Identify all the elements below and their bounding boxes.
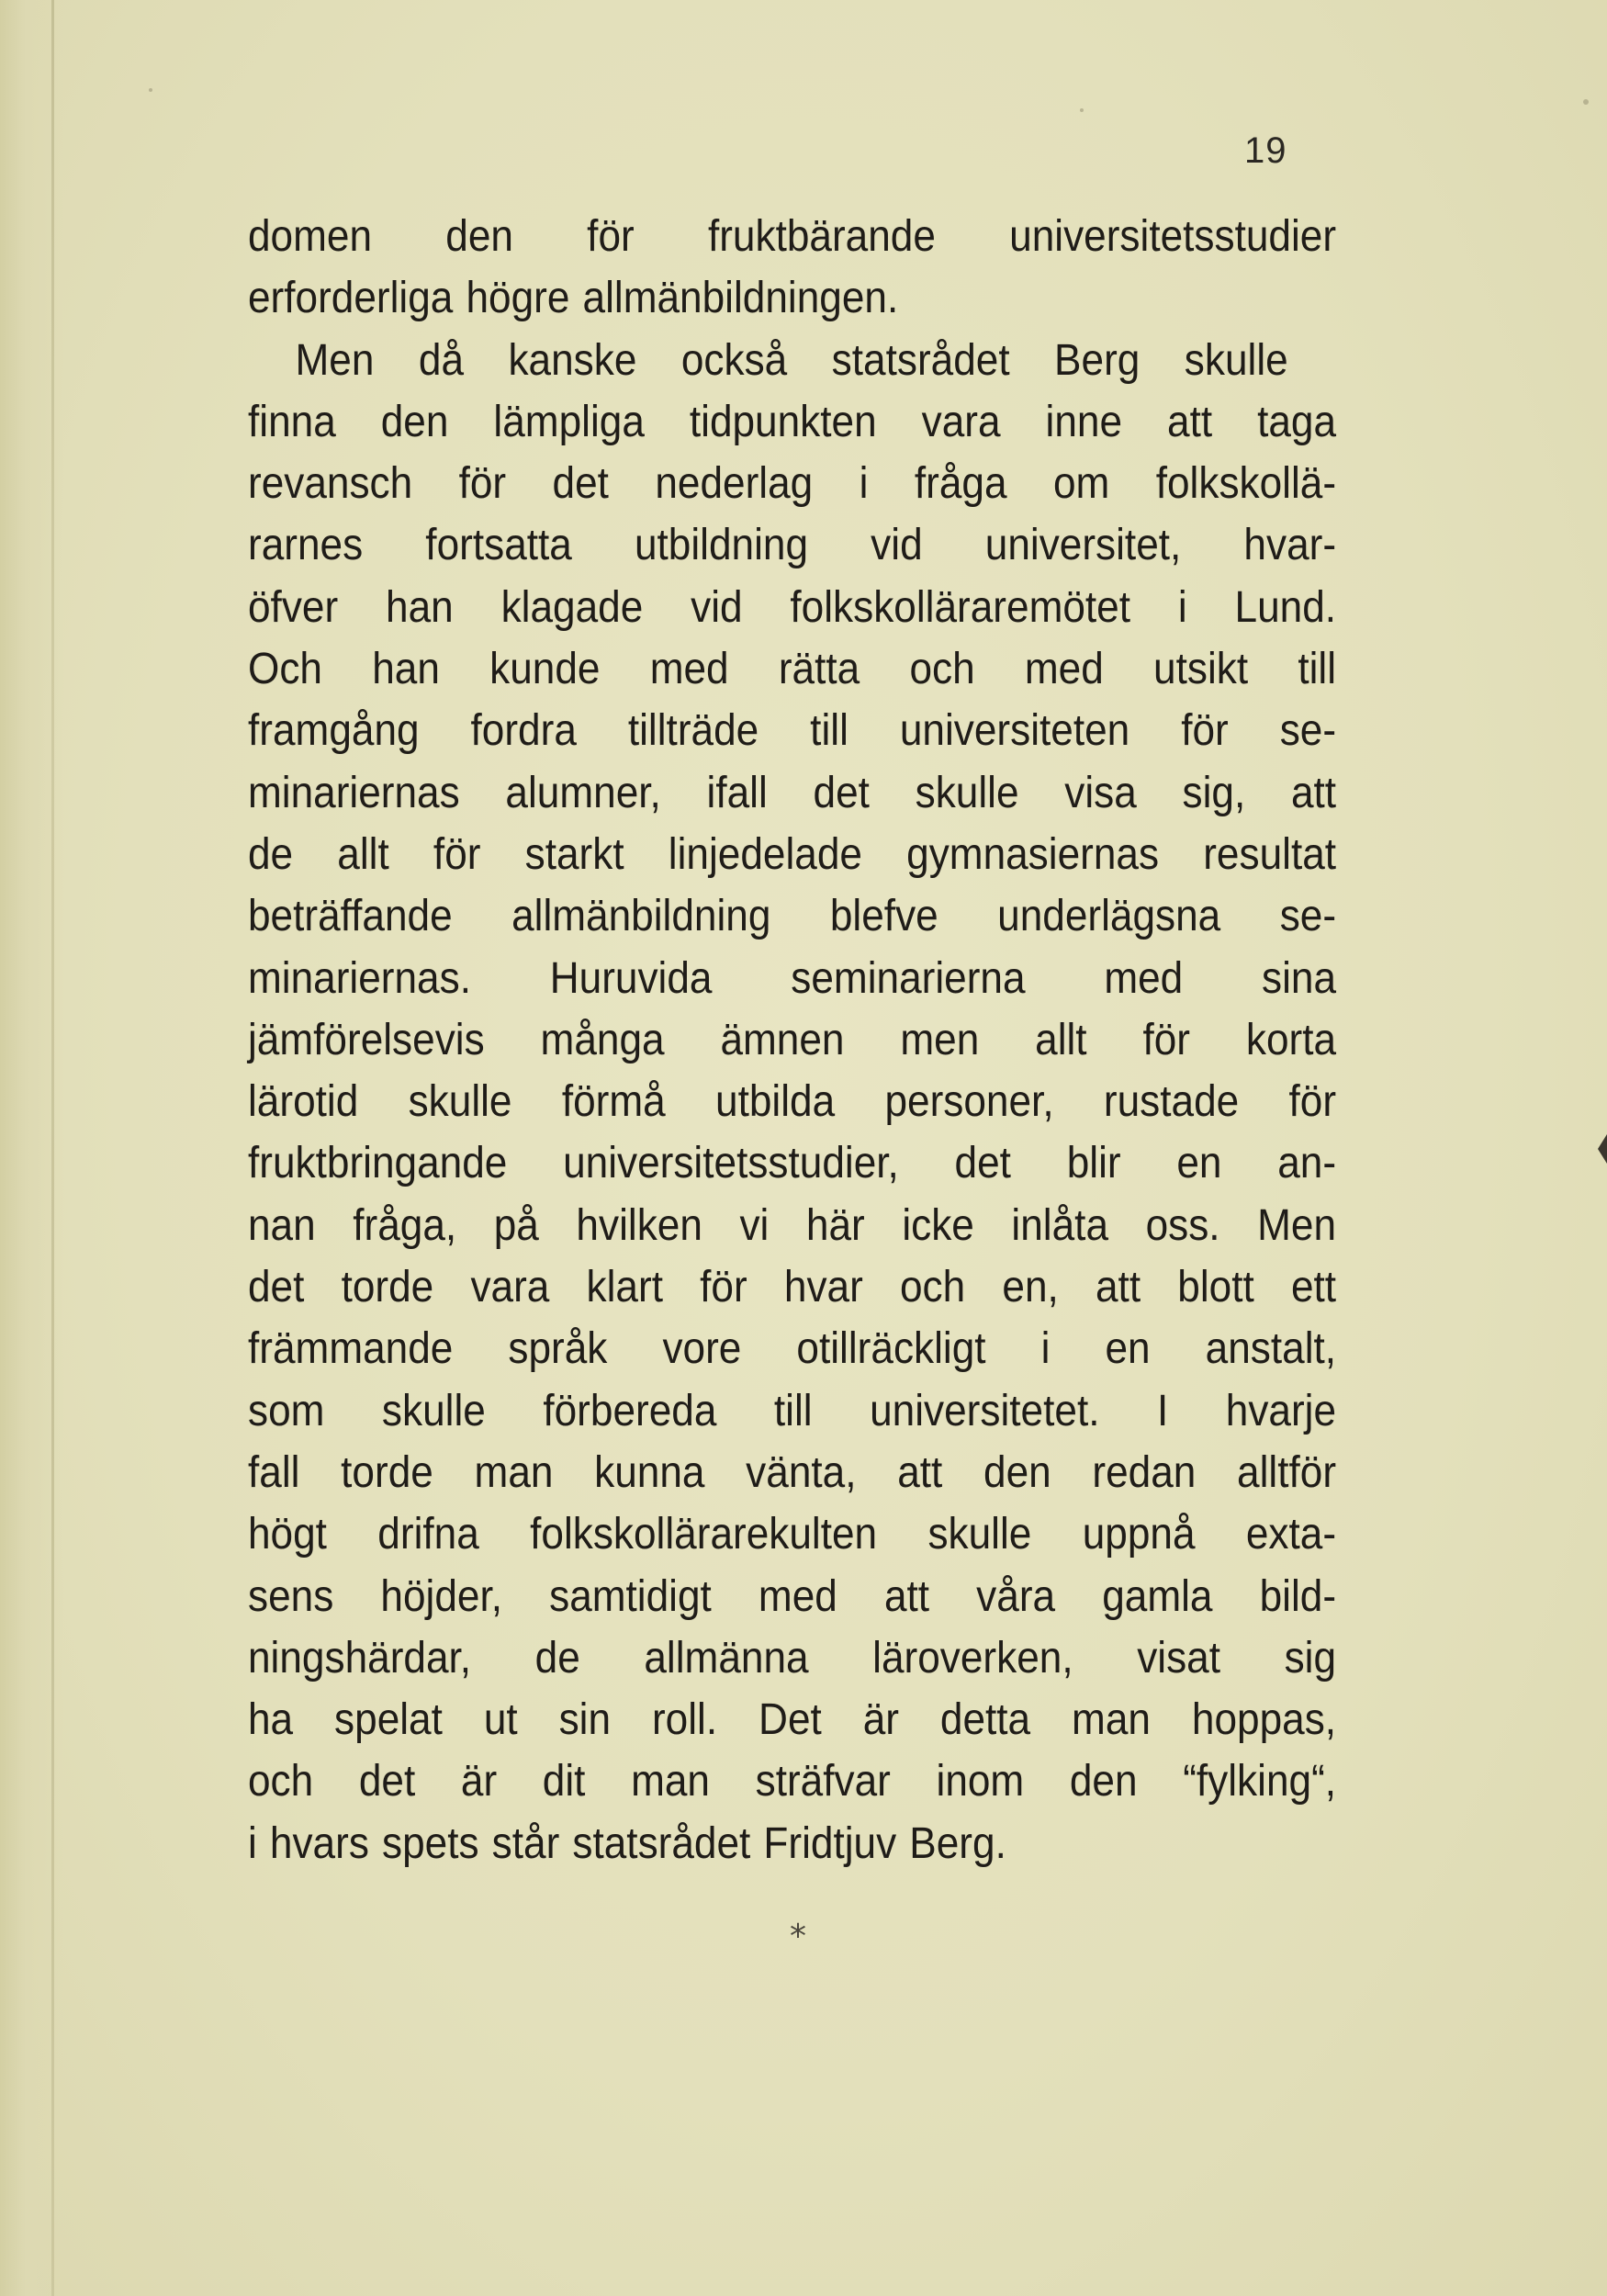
paper-speck bbox=[1583, 99, 1589, 105]
text-line: ningshärdar, de allmänna läroverken, visat sig bbox=[248, 1633, 1337, 1683]
section-separator: * bbox=[790, 1918, 806, 1955]
text-line: nan fråga, på hvilken vi här icke inlåta oss. Men bbox=[248, 1200, 1337, 1250]
text-line: domen den för fruktbärande universitetsstudier bbox=[248, 212, 1337, 261]
page-number: 19 bbox=[1244, 130, 1287, 171]
paper-speck bbox=[149, 88, 152, 92]
text-line: Men då kanske också statsrådet Berg skulle bbox=[295, 335, 1288, 385]
page-edge-mark bbox=[1598, 1134, 1607, 1164]
text-line: finna den lämpliga tidpunkten vara inne att taga bbox=[248, 397, 1337, 446]
text-line: och det är dit man sträfvar inom den “fylking“, bbox=[248, 1757, 1337, 1806]
text-line: det torde vara klart för hvar och en, att blott ett bbox=[248, 1263, 1337, 1312]
text-line: lärotid skulle förmå utbilda personer, rustade för bbox=[248, 1077, 1337, 1127]
text-line: minariernas alumner, ifall det skulle visa sig, att bbox=[248, 768, 1337, 817]
text-line: i hvars spets står statsrådet Fridtjuv Berg. bbox=[248, 1818, 1006, 1868]
text-line: rarnes fortsatta utbildning vid universitet, hvar- bbox=[248, 521, 1337, 570]
text-line: fruktbringande universitetsstudier, det blir en an- bbox=[248, 1139, 1337, 1188]
paper-speck bbox=[1080, 108, 1084, 112]
binding-crease bbox=[51, 0, 54, 2296]
text-line: framgång fordra tillträde till universiteten för se- bbox=[248, 706, 1337, 756]
text-line: jämförelsevis många ämnen men allt för korta bbox=[248, 1015, 1337, 1064]
text-line: de allt för starkt linjedelade gymnasiernas resultat bbox=[248, 829, 1337, 879]
text-line: beträffande allmänbildning blefve underlägsna se- bbox=[248, 892, 1337, 941]
text-line: fall torde man kunna vänta, att den redan alltför bbox=[248, 1447, 1337, 1497]
text-line: ha spelat ut sin roll. Det är detta man hoppas, bbox=[248, 1695, 1337, 1745]
text-line: Och han kunde med rätta och med utsikt till bbox=[248, 645, 1337, 694]
text-line: högt drifna folkskollärarekulten skulle uppnå exta- bbox=[248, 1510, 1337, 1559]
text-line: som skulle förbereda till universitetet. I hvarje bbox=[248, 1386, 1337, 1435]
body-text bbox=[248, 206, 1336, 1874]
text-line: erforderliga högre allmänbildningen. bbox=[248, 274, 899, 323]
text-line: öfver han klagade vid folkskolläraremötet i Lund. bbox=[248, 582, 1337, 632]
text-line: främmande språk vore otillräckligt i en anstalt, bbox=[248, 1324, 1337, 1374]
binding-shadow bbox=[0, 0, 64, 2296]
text-line: sens höjder, samtidigt med att våra gamla bild- bbox=[248, 1571, 1337, 1621]
text-line: minariernas. Huruvida seminarierna med sina bbox=[248, 953, 1337, 1003]
text-line: revansch för det nederlag i fråga om folkskollä- bbox=[248, 459, 1337, 509]
